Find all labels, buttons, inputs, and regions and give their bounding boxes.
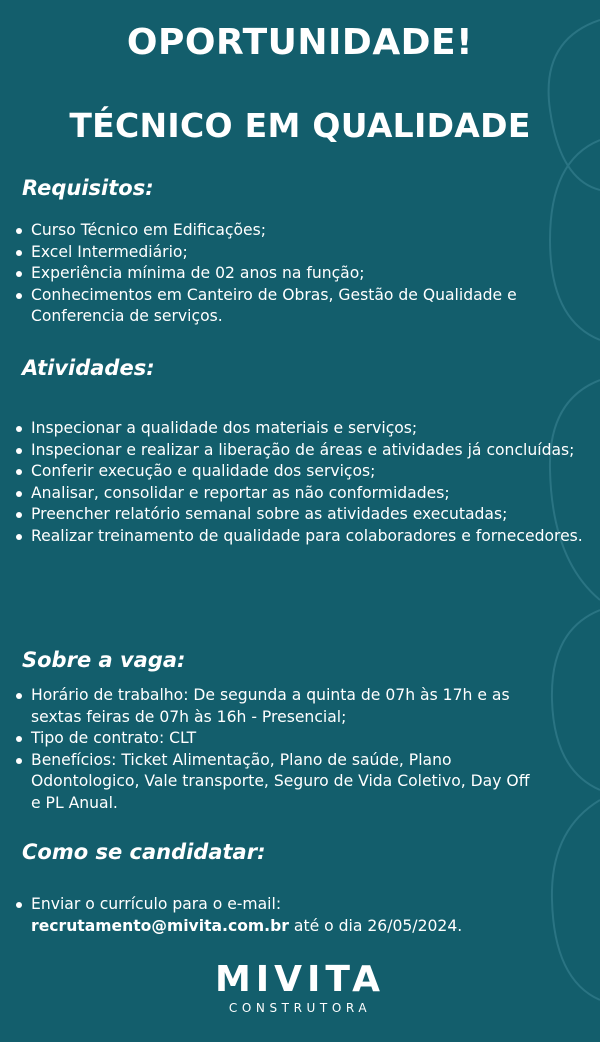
- list-item: Excel Intermediário;: [14, 242, 589, 264]
- list-item: Conferir execução e qualidade dos serviços;: [14, 461, 589, 483]
- section-title-sobre: Sobre a vaga:: [22, 648, 186, 672]
- list-item: Realizar treinamento de qualidade para colaboradores e fornecedores.: [14, 526, 589, 548]
- company-logo: [0, 960, 600, 1016]
- list-item: Horário de trabalho: De segunda a quinta de 07h às 17h e as sextas feiras de 07h às 16h - Presencial;: [14, 685, 534, 728]
- logo-wordmark: MIVITA: [214, 959, 386, 1000]
- list-item: Inspecionar e realizar a liberação de áreas e atividades já concluídas;: [14, 440, 589, 462]
- list-item: Benefícios: Ticket Alimentação, Plano de saúde, Plano Odontologico, Vale transporte, Seguro de Vida Coletivo, Day Off e PL Anual.: [14, 750, 534, 815]
- job-title: TÉCNICO EM QUALIDADE: [69, 106, 531, 145]
- apply-intro: Enviar o currículo para o e-mail:: [31, 895, 282, 913]
- list-item: Inspecionar a qualidade dos materiais e serviços;: [14, 418, 589, 440]
- list-item: Preencher relatório semanal sobre as atividades executadas;: [14, 504, 589, 526]
- section-title-candidatar: Como se candidatar:: [22, 840, 266, 864]
- section-title-requisitos: Requisitos:: [22, 176, 154, 200]
- headline: OPORTUNIDADE!: [126, 22, 474, 63]
- requisitos-list: [14, 220, 589, 328]
- list-item: Experiência mínima de 02 anos na função;: [14, 263, 589, 285]
- candidatar-list: [14, 894, 589, 937]
- email-address[interactable]: recrutamento@mivita.com.br: [31, 916, 289, 935]
- section-title-atividades: Atividades:: [22, 356, 155, 380]
- list-item: Analisar, consolidar e reportar as não conformidades;: [14, 483, 589, 505]
- apply-deadline: até o dia 26/05/2024.: [288, 916, 463, 935]
- list-item: Tipo de contrato: CLT: [14, 728, 534, 750]
- logo-subtitle: CONSTRUTORA: [228, 1001, 372, 1015]
- list-item: Curso Técnico em Edificações;: [14, 220, 589, 242]
- list-item: Conhecimentos em Canteiro de Obras, Gestão de Qualidade e Conferencia de serviços.: [14, 285, 589, 328]
- sobre-list: [14, 685, 534, 814]
- list-item: [14, 894, 589, 937]
- atividades-list: [14, 418, 589, 547]
